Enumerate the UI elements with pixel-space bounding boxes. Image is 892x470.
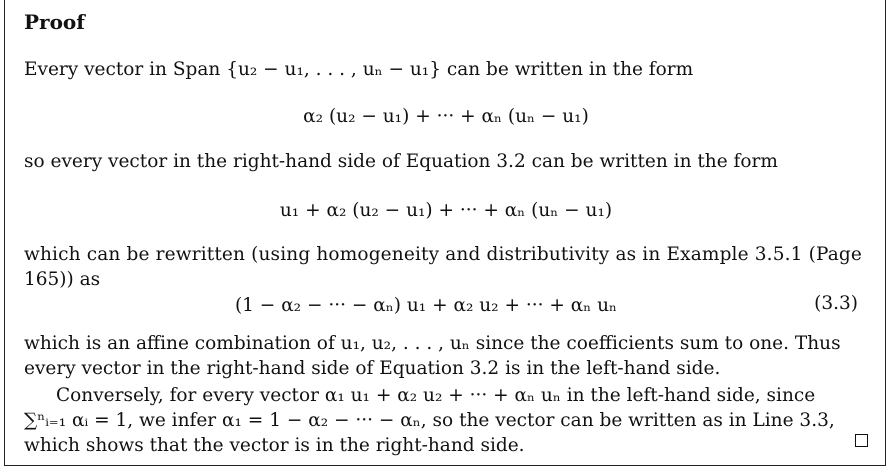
qed-square-icon <box>855 434 868 447</box>
paragraph-3-line-2: 165)) as <box>24 269 101 290</box>
paragraph-5-line-1: Conversely, for every vector α₁ u₁ + α₂ u₂ + ··· + αₙ uₙ in the left-hand side, since <box>56 385 816 406</box>
paragraph-2: so every vector in the right-hand side of Equation 3.2 can be written in the form <box>24 151 778 172</box>
paragraph-1: Every vector in Span {u₂ − u₁, . . . , uₙ − u₁} can be written in the form <box>24 59 694 80</box>
proof-title: Proof <box>24 10 85 34</box>
equation-1: α₂ (u₂ − u₁) + ··· + αₙ (uₙ − u₁) <box>303 106 589 127</box>
paragraph-4-line-2: every vector in the right-hand side of Equation 3.2 is in the left-hand side. <box>24 358 721 379</box>
equation-number: (3.3) <box>814 293 858 314</box>
paragraph-5-line-3: which shows that the vector is in the right-hand side. <box>24 435 525 456</box>
paragraph-5-line-2: ∑ⁿᵢ₌₁ αᵢ = 1, we infer α₁ = 1 − α₂ − ··· − αₙ, so the vector can be written as in Line 3.3, <box>24 410 835 431</box>
equation-3: (1 − α₂ − ··· − αₙ) u₁ + α₂ u₂ + ··· + αₙ uₙ <box>234 295 618 316</box>
equation-2: u₁ + α₂ (u₂ − u₁) + ··· + αₙ (uₙ − u₁) <box>279 200 613 221</box>
paragraph-4-line-1: which is an affine combination of u₁, u₂, . . . , uₙ since the coefficients sum to one. Thus <box>24 333 841 354</box>
paragraph-3-line-1: which can be rewritten (using homogeneity and distributivity as in Example 3.5.1 (Page <box>24 244 863 265</box>
